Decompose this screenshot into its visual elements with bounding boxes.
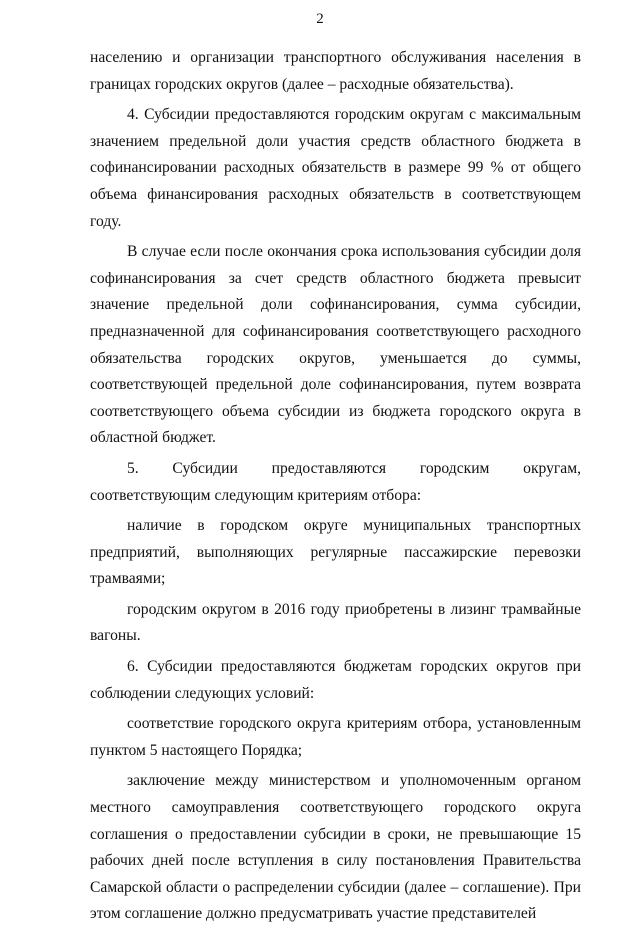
paragraph-clause-4: 4. Субсидии предоставляются городским округам с максимальным значением предельной доли участия средств областного бюджета в софинансировании расходных обязательств в размере 99 % от общего объема финансирования расходных обязательств в соответствующем году.	[90, 106, 581, 230]
paragraph-condition-agreement: заключение между министерством и уполномоченным органом местного самоуправления соответствующего городского округа соглашения о предоставлении субсидии в сроки, не превышающие 15 рабочих дней после вступления в силу постановления Правительства Самарской области о распределении субсидии (далее – соглашение). При этом соглашение должно предусматривать участие представителей	[90, 772, 581, 923]
paragraph-criterion-transport-enterprises: наличие в городском округе муниципальных транспортных предприятий, выполняющих регулярные пассажирские перевозки трамваями;	[90, 517, 581, 588]
paragraph-clause-6: 6. Субсидии предоставляются бюджетам городских округов при соблюдении следующих условий:	[90, 658, 581, 702]
paragraph-cofinancing-return: В случае если после окончания срока использования субсидии доля софинансирования за счет средств областного бюджета превысит значение предельной доли софинансирования, сумма субсидии, предназначенной для софинансирования соответствующего расходного обязательства городских округов, уменьшается до суммы, соответствующей предельной доле софинансирования, путем возврата соответствующего объема субсидии из бюджета городского округа в областной бюджет.	[90, 243, 581, 447]
paragraph-condition-criteria: соответствие городского округа критериям отбора, установленным пунктом 5 настоящего Порядка;	[90, 715, 581, 759]
paragraph-continuation: населению и организации транспортного обслуживания населения в границах городских округов (далее – расходные обязательства).	[90, 49, 581, 93]
document-body	[90, 45, 581, 928]
paragraph-clause-5: 5. Субсидии предоставляются городским округам, соответствующим следующим критериям отбора:	[90, 459, 581, 504]
page-number: 2	[316, 11, 324, 27]
paragraph-criterion-leasing: городским округом в 2016 году приобретены в лизинг трамвайные вагоны.	[90, 600, 581, 645]
